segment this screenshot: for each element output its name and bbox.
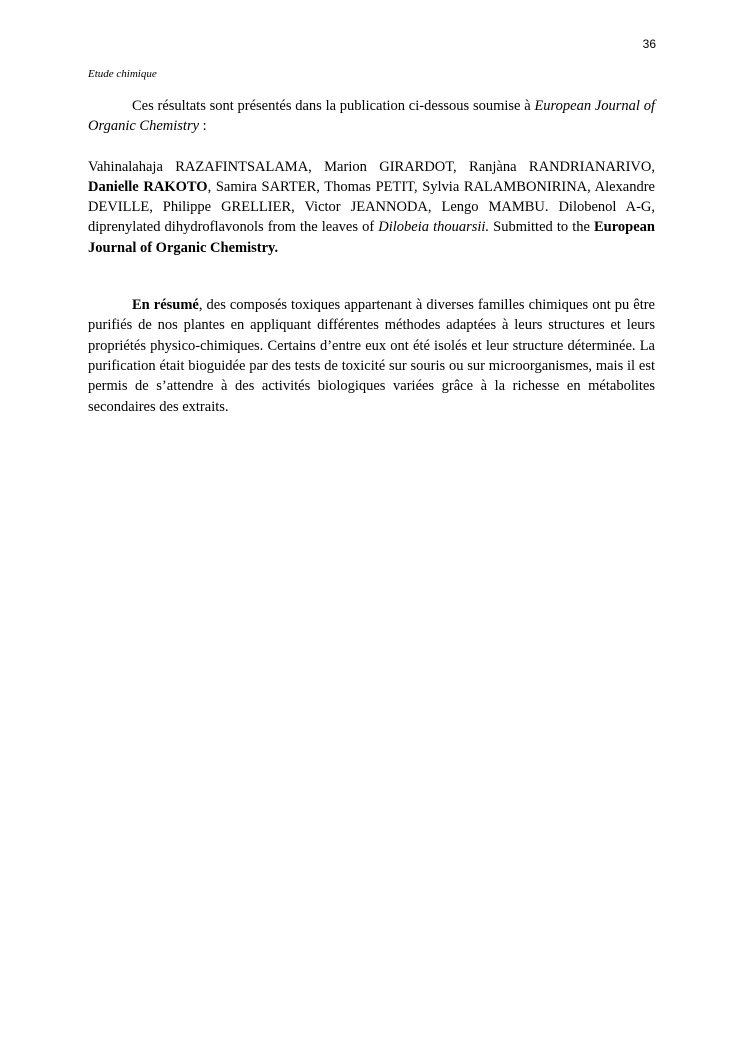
page-number: 36 xyxy=(642,37,656,51)
intro-text: Ces résultats sont présentés dans la publication ci-dessous soumise à xyxy=(132,98,535,114)
intro-paragraph xyxy=(88,96,655,137)
intro-journal-title: European Journal of Organic Chemistry xyxy=(88,98,655,135)
reference-paragraph xyxy=(88,157,655,258)
reference-species: Dilobeia thouarsii. xyxy=(378,219,490,236)
reference-authors-1: Vahinalahaja RAZAFINTSALAMA, Marion GIRARDOT, Ranjàna RANDRIANARIVO, xyxy=(88,158,655,175)
reference-submitted: Submitted to the xyxy=(489,219,595,236)
intro-text-end: : xyxy=(199,118,207,135)
reference-authors-2: , Samira SARTER, Thomas PETIT, Sylvia RALAMBONIRINA, Alexandre DEVILLE, Philippe GRELLIER, Victor JEANNODA, Lengo MAMBU. Dilobenol A-G, diprenylated dihydroflavonols from the leaves of xyxy=(88,178,655,236)
page-body xyxy=(88,96,655,417)
summary-lead: En résumé xyxy=(132,297,199,314)
summary-paragraph xyxy=(88,295,655,417)
running-header: Etude chimique xyxy=(88,68,157,80)
summary-body: , des composés toxiques appartenant à diverses familles chimiques ont pu être purifiés de nos plantes en appliquant différentes méthodes adaptées à leurs structures et leurs propriétés physico-chimiques. Certains d’entre eux ont été isolés et leur structure déterminée. La purification était bioguidée par des tests de toxicité sur souris ou sur microorganismes, mais il est permis de s’attendre à des activités biologiques variées grâce à la richesse en métabolites secondaires des extraits. xyxy=(88,297,655,415)
reference-author-highlight: Danielle RAKOTO xyxy=(88,178,208,195)
reference-journal: European Journal of Organic Chemistry. xyxy=(88,219,655,256)
